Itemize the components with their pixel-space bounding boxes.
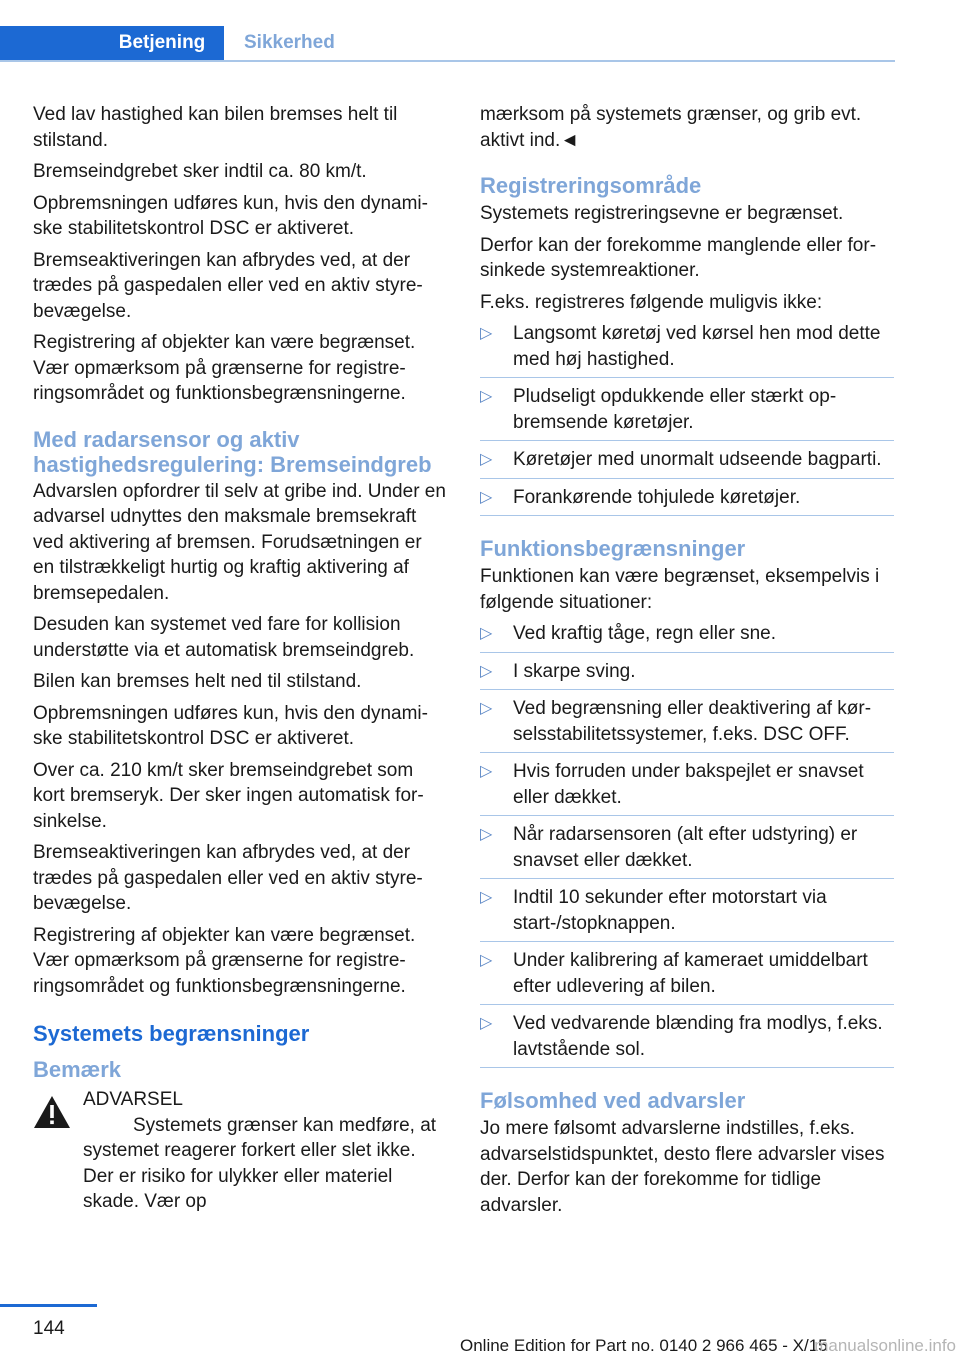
section-heading-limits: Systemets begrænsninger bbox=[33, 1021, 310, 1046]
paragraph: Opbremsningen udføres kun, hvis den dynamiske stabilitetskontrol DSC er aktiveret. bbox=[33, 192, 428, 239]
triangle-bullet-icon: ▷ bbox=[480, 388, 493, 405]
triangle-bullet-icon: ▷ bbox=[480, 826, 493, 843]
subheading-function-limits: Funktionsbegrænsninger bbox=[480, 536, 746, 561]
tab-sikkerhed[interactable]: Sikkerhed bbox=[244, 32, 335, 53]
warning-text: Systemets grænser kan medføre, at systemet reagerer forkert eller slet ikke. Der er risiko for ulykker eller materiel skade. Vær op bbox=[83, 1114, 437, 1212]
tab-underline bbox=[0, 60, 895, 62]
list-item: ▷ Under kalibrering af kameraet umiddelbart efter udlevering af bilen. bbox=[480, 942, 894, 1005]
subheading-note: Bemærk bbox=[33, 1057, 122, 1082]
edition-note: Online Edition for Part no. 0140 2 966 465 - X/15 bbox=[460, 1336, 828, 1355]
triangle-bullet-icon: ▷ bbox=[480, 488, 493, 506]
paragraph: Jo mere følsomt advarslerne indstilles, f.eks. advarselstidspunktet, desto flere advarsler vises der. Derfor kan der forekomme for tidlige advarsler. bbox=[480, 1118, 885, 1216]
triangle-bullet-icon: ▷ bbox=[480, 952, 493, 969]
paragraph: Funktionen kan være begrænset, eksempelvis i følgende situationer: bbox=[480, 566, 880, 613]
list-item: ▷ Ved kraftig tåge, regn eller sne. bbox=[480, 621, 894, 653]
list-item: ▷ Langsomt køretøj ved kørsel hen mod dette med høj hastighed. bbox=[480, 321, 894, 378]
paragraph: Bremseaktiveringen kan afbrydes ved, at der trædes på gaspedalen eller ved en aktiv styrebevægelse. bbox=[33, 249, 423, 322]
triangle-bullet-icon: ▷ bbox=[480, 625, 493, 642]
list-item: ▷ Forankørende tohjulede køretøjer. bbox=[480, 479, 894, 517]
paragraph: Over ca. 210 km/t sker bremseindgrebet som kort bremseryk. Der sker ingen automatisk forsinkelse. bbox=[33, 759, 424, 832]
warning-title: ADVARSEL bbox=[83, 1089, 183, 1110]
paragraph: Derfor kan der forekomme manglende eller forsinkede systemreaktioner. bbox=[480, 234, 877, 281]
section-heading-radar: Med radarsensor og aktiv hastighedsregulering: Bremseindgreb bbox=[33, 426, 432, 477]
paragraph: Desuden kan systemet ved fare for kollision understøtte via et automatisk bremseindgreb. bbox=[33, 614, 415, 661]
list-item: ▷ Pludseligt opdukkende eller stærkt opbremsende køretøjer. bbox=[480, 378, 894, 441]
triangle-bullet-icon: ▷ bbox=[480, 325, 493, 342]
list-item: ▷ Køretøjer med unormalt udseende bagparti. bbox=[480, 441, 894, 479]
function-limits-list bbox=[480, 621, 894, 1068]
right-column bbox=[480, 102, 894, 1224]
triangle-bullet-icon: ▷ bbox=[480, 763, 493, 780]
list-item: ▷ Ved vedvarende blænding fra modlys, f.eks. lavtstående sol. bbox=[480, 1005, 894, 1068]
paragraph: Bilen kan bremses helt ned til stilstand. bbox=[33, 671, 362, 692]
paragraph: Bremseindgrebet sker indtil ca. 80 km/t. bbox=[33, 161, 367, 182]
registration-list bbox=[480, 321, 894, 516]
page-number: 144 bbox=[33, 1318, 65, 1339]
paragraph: mærksom på systemets grænser, og grib evt. aktivt ind.◄ bbox=[480, 104, 862, 151]
warning-block bbox=[33, 1087, 447, 1215]
warning-triangle-icon bbox=[33, 1095, 71, 1129]
paragraph: Advarslen opfordrer til selv at gribe ind. Under en advarsel udnyttes den maksmale bremsekraft ved aktivering af bremsen. Forudsætningen er en tilstrækkeligt hurtig og kraftig aktivering af bremsepedalen. bbox=[33, 480, 446, 604]
list-item: ▷ Ved begrænsning eller deaktivering af kørselsstabilitetssystemer, f.eks. DSC OFF. bbox=[480, 690, 894, 753]
list-item: ▷ Hvis forruden under bakspejlet er snavset eller dækket. bbox=[480, 753, 894, 816]
paragraph: Registrering af objekter kan være begrænset. Vær opmærksom på grænserne for registreringsområdet og funktionsbegrænsningerne. bbox=[33, 924, 416, 997]
footer-rule bbox=[0, 1304, 97, 1307]
subheading-sensitivity: Følsomhed ved advarsler bbox=[480, 1088, 746, 1113]
chapter-tabs bbox=[0, 26, 895, 62]
list-item: ▷ I skarpe sving. bbox=[480, 653, 894, 691]
paragraph: Registrering af objekter kan være begrænset. Vær opmærksom på grænserne for registreringsområdet og funktionsbegrænsningerne. bbox=[33, 332, 416, 404]
list-item: ▷ Indtil 10 sekunder efter motorstart via start-/stopknappen. bbox=[480, 879, 894, 942]
paragraph: Systemets registreringsevne er begrænset. bbox=[480, 203, 844, 224]
watermark: manualsonline.info bbox=[814, 1336, 956, 1355]
triangle-bullet-icon: ▷ bbox=[480, 700, 493, 717]
paragraph: F.eks. registreres følgende muligvis ikke: bbox=[480, 291, 823, 313]
paragraph: Ved lav hastighed kan bilen bremses helt til stilstand. bbox=[33, 104, 398, 151]
tab-betjening[interactable]: Betjening bbox=[0, 26, 224, 60]
triangle-bullet-icon: ▷ bbox=[480, 662, 493, 680]
subheading-registration: Registreringsområde bbox=[480, 173, 702, 198]
triangle-bullet-icon: ▷ bbox=[480, 1015, 493, 1032]
triangle-bullet-icon: ▷ bbox=[480, 451, 493, 468]
triangle-bullet-icon: ▷ bbox=[480, 889, 493, 906]
paragraph: Opbremsningen udføres kun, hvis den dynamiske stabilitetskontrol DSC er aktiveret. bbox=[33, 702, 428, 749]
list-item: ▷ Når radarsensoren (alt efter udstyring) er snavset eller dækket. bbox=[480, 816, 894, 879]
paragraph: Bremseaktiveringen kan afbrydes ved, at der trædes på gaspedalen eller ved en aktiv styrebevægelse. bbox=[33, 842, 423, 914]
left-column bbox=[33, 102, 447, 1215]
